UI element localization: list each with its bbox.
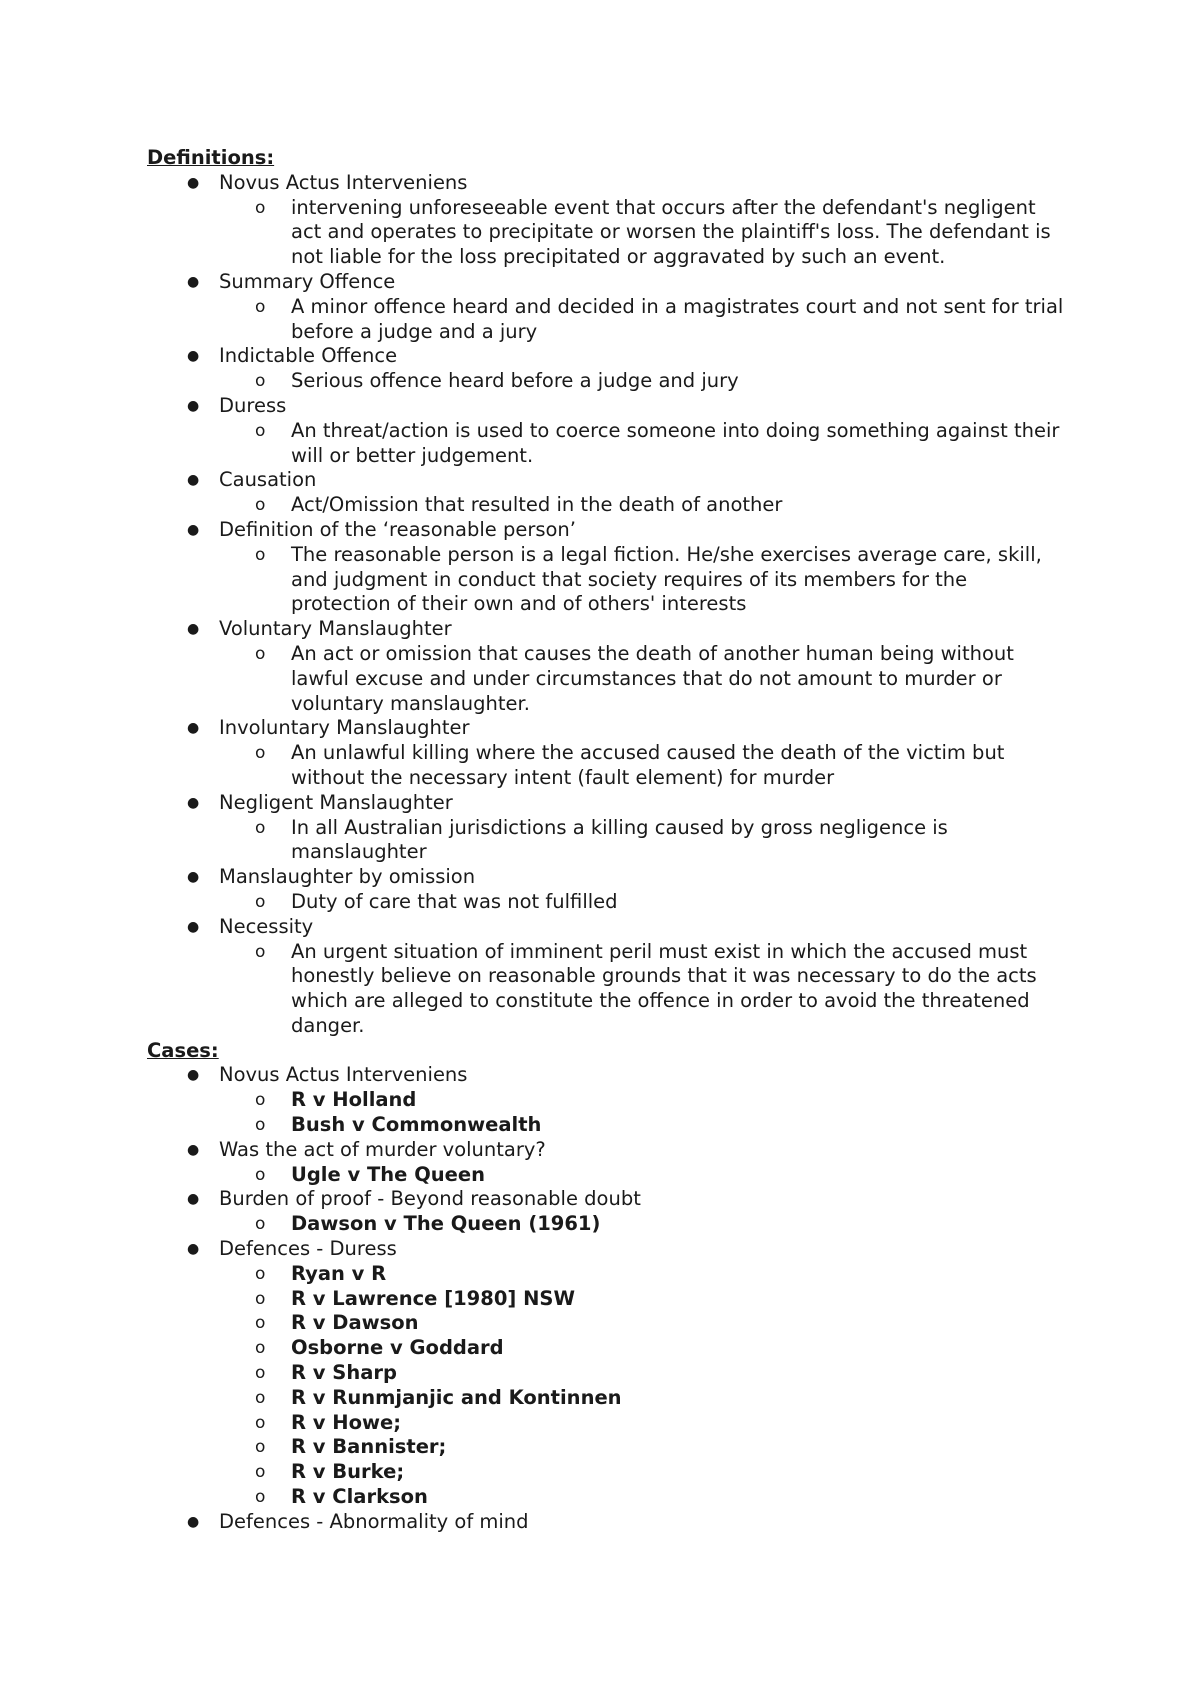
sub-bullet-icon: o xyxy=(255,371,266,392)
case-item xyxy=(218,1113,1067,1138)
sub-bullet-icon: o xyxy=(255,1214,266,1235)
sub-bullet-icon: o xyxy=(255,1487,266,1508)
sub-bullet-icon: o xyxy=(255,544,266,565)
case-name: R v Dawson xyxy=(291,1311,419,1335)
sub-bullet-icon: o xyxy=(255,495,266,516)
definition-detail xyxy=(218,816,1067,866)
case-name: Osborne v Goddard xyxy=(291,1336,504,1360)
case-item xyxy=(218,1411,1067,1436)
case-item xyxy=(218,1460,1067,1485)
definition-term: Involuntary Manslaughter xyxy=(219,716,470,740)
definition-detail xyxy=(218,642,1067,716)
definition-detail-text: An threat/action is used to coerce someone into doing something against their will or better judgement. xyxy=(291,418,1060,467)
case-topic: Burden of proof - Beyond reasonable doubt xyxy=(219,1187,641,1211)
sub-bullet-icon: o xyxy=(255,1313,266,1334)
definition-details xyxy=(219,741,1067,791)
sub-bullet-icon: o xyxy=(255,743,266,764)
case-name: Bush v Commonwealth xyxy=(291,1113,542,1137)
definitions-heading: Definitions: xyxy=(147,146,275,169)
definition-item xyxy=(147,171,1067,270)
definition-item xyxy=(147,270,1067,344)
case-name: R v Lawrence [1980] NSW xyxy=(291,1286,575,1310)
definition-detail xyxy=(218,369,1067,394)
definition-term: Necessity xyxy=(219,914,314,938)
case-topic: Novus Actus Interveniens xyxy=(219,1063,468,1087)
document-content xyxy=(147,146,1067,1535)
bullet-icon: ● xyxy=(187,397,200,414)
definition-detail-text: An urgent situation of imminent peril must exist in which the accused must honestly believe on reasonable grounds that it was necessary to do the acts which are alleged to constitute the offence in order to avoid the threatened danger. xyxy=(291,939,1037,1037)
definition-detail-text: A minor offence heard and decided in a magistrates court and not sent for trial before a judge and a jury xyxy=(291,294,1064,343)
case-item xyxy=(218,1088,1067,1113)
cases-list xyxy=(147,1063,1067,1534)
definition-item xyxy=(147,468,1067,518)
case-item xyxy=(218,1336,1067,1361)
sub-bullet-icon: o xyxy=(255,643,266,664)
definition-detail xyxy=(218,741,1067,791)
case-topic: Was the act of murder voluntary? xyxy=(219,1137,546,1161)
definition-term: Causation xyxy=(219,468,317,492)
bullet-icon: ● xyxy=(187,1241,200,1258)
case-name: R v Howe; xyxy=(291,1410,402,1434)
definition-term: Manslaughter by omission xyxy=(219,865,476,889)
sub-bullet-icon: o xyxy=(255,1288,266,1309)
definition-item xyxy=(147,915,1067,1039)
bullet-icon: ● xyxy=(187,521,200,538)
case-list xyxy=(219,1088,1067,1138)
case-name: Dawson v The Queen (1961) xyxy=(291,1212,601,1236)
bullet-icon: ● xyxy=(187,720,200,737)
definition-detail-text: intervening unforeseeable event that occurs after the defendant's negligent act and operates to precipitate or worsen the plaintiff's loss. The defendant is not liable for the loss precipitated or aggravated by such an event. xyxy=(291,195,1051,269)
case-topic-item xyxy=(147,1138,1067,1188)
sub-bullet-icon: o xyxy=(255,1412,266,1433)
definition-detail-text: In all Australian jurisdictions a killing caused by gross negligence is manslaughter xyxy=(291,815,948,864)
definition-term: Duress xyxy=(219,393,287,417)
sub-bullet-icon: o xyxy=(255,1338,266,1359)
bullet-icon: ● xyxy=(187,1191,200,1208)
definition-details xyxy=(219,940,1067,1039)
sub-bullet-icon: o xyxy=(255,420,266,441)
bullet-icon: ● xyxy=(187,621,200,638)
definition-detail-text: An act or omission that causes the death of another human being without lawful excuse and under circumstances that do not amount to murder or voluntary manslaughter. xyxy=(291,641,1014,715)
definition-details xyxy=(219,419,1067,469)
definition-term: Negligent Manslaughter xyxy=(219,790,453,814)
definition-item xyxy=(147,716,1067,790)
definition-item xyxy=(147,617,1067,716)
definition-detail xyxy=(218,543,1067,617)
definition-detail xyxy=(218,196,1067,270)
definition-item xyxy=(147,394,1067,468)
sub-bullet-icon: o xyxy=(255,1462,266,1483)
sub-bullet-icon: o xyxy=(255,197,266,218)
definition-term: Voluntary Manslaughter xyxy=(219,617,452,641)
case-name: R v Sharp xyxy=(291,1361,397,1385)
bullet-icon: ● xyxy=(187,348,200,365)
bullet-icon: ● xyxy=(187,869,200,886)
definition-detail xyxy=(218,493,1067,518)
bullet-icon: ● xyxy=(187,472,200,489)
definition-detail xyxy=(218,295,1067,345)
case-topic: Defences - Abnormality of mind xyxy=(219,1509,529,1533)
bullet-icon: ● xyxy=(187,174,200,191)
case-item xyxy=(218,1435,1067,1460)
sub-bullet-icon: o xyxy=(255,1090,266,1111)
case-name: Ryan v R xyxy=(291,1261,387,1285)
case-item xyxy=(218,1485,1067,1510)
case-topic-item xyxy=(147,1187,1067,1237)
definition-details xyxy=(219,642,1067,716)
sub-bullet-icon: o xyxy=(255,891,266,912)
case-item xyxy=(218,1262,1067,1287)
definition-detail-text: The reasonable person is a legal fiction. He/she exercises average care, skill, and judgment in conduct that society requires of its members for the protection of their own and of others' interests xyxy=(291,542,1042,616)
sub-bullet-icon: o xyxy=(255,1164,266,1185)
bullet-icon: ● xyxy=(187,1141,200,1158)
sub-bullet-icon: o xyxy=(255,817,266,838)
case-topic: Defences - Duress xyxy=(219,1237,397,1261)
definition-details xyxy=(219,369,1067,394)
definition-details xyxy=(219,890,1067,915)
case-item xyxy=(218,1212,1067,1237)
case-item xyxy=(218,1287,1067,1312)
case-list xyxy=(219,1212,1067,1237)
bullet-icon: ● xyxy=(187,794,200,811)
case-item xyxy=(218,1361,1067,1386)
definition-item xyxy=(147,344,1067,394)
case-name: R v Runmjanjic and Kontinnen xyxy=(291,1385,622,1409)
case-name: R v Holland xyxy=(291,1088,417,1112)
bullet-icon: ● xyxy=(187,918,200,935)
definition-details xyxy=(219,543,1067,617)
definition-item xyxy=(147,518,1067,617)
case-topic-item xyxy=(147,1237,1067,1510)
definition-detail xyxy=(218,940,1067,1039)
bullet-icon: ● xyxy=(187,1067,200,1084)
sub-bullet-icon: o xyxy=(255,1437,266,1458)
definition-term: Definition of the ‘reasonable person’ xyxy=(219,517,576,541)
case-name: R v Burke; xyxy=(291,1460,405,1484)
definition-item xyxy=(147,865,1067,915)
sub-bullet-icon: o xyxy=(255,1115,266,1136)
case-item xyxy=(218,1311,1067,1336)
definition-term: Novus Actus Interveniens xyxy=(219,170,468,194)
definition-item xyxy=(147,791,1067,865)
case-topic-item xyxy=(147,1510,1067,1535)
definition-details xyxy=(219,295,1067,345)
sub-bullet-icon: o xyxy=(255,296,266,317)
definition-details xyxy=(219,196,1067,270)
definition-detail-text: An unlawful killing where the accused caused the death of the victim but without the necessary intent (fault element) for murder xyxy=(291,741,1005,789)
definition-term: Summary Offence xyxy=(219,269,396,293)
definition-detail xyxy=(218,890,1067,915)
sub-bullet-icon: o xyxy=(255,1363,266,1384)
case-topic-item xyxy=(147,1063,1067,1137)
sub-bullet-icon: o xyxy=(255,1263,266,1284)
case-name: Ugle v The Queen xyxy=(291,1162,485,1186)
case-name: R v Clarkson xyxy=(291,1485,428,1509)
bullet-icon: ● xyxy=(187,1513,200,1530)
definition-details xyxy=(219,493,1067,518)
bullet-icon: ● xyxy=(187,273,200,290)
case-name: R v Bannister; xyxy=(291,1435,447,1459)
definitions-list xyxy=(147,171,1067,1039)
cases-heading: Cases: xyxy=(147,1038,219,1062)
definition-detail-text: Duty of care that was not fulfilled xyxy=(291,889,618,913)
case-item xyxy=(218,1163,1067,1188)
definition-detail xyxy=(218,419,1067,469)
definition-term: Indictable Offence xyxy=(219,344,398,368)
case-item xyxy=(218,1386,1067,1411)
sub-bullet-icon: o xyxy=(255,941,266,962)
definition-details xyxy=(219,816,1067,866)
definition-detail-text: Serious offence heard before a judge and jury xyxy=(291,369,739,393)
case-list xyxy=(219,1163,1067,1188)
case-list xyxy=(219,1262,1067,1510)
definition-detail-text: Act/Omission that resulted in the death of another xyxy=(291,493,783,517)
sub-bullet-icon: o xyxy=(255,1387,266,1408)
